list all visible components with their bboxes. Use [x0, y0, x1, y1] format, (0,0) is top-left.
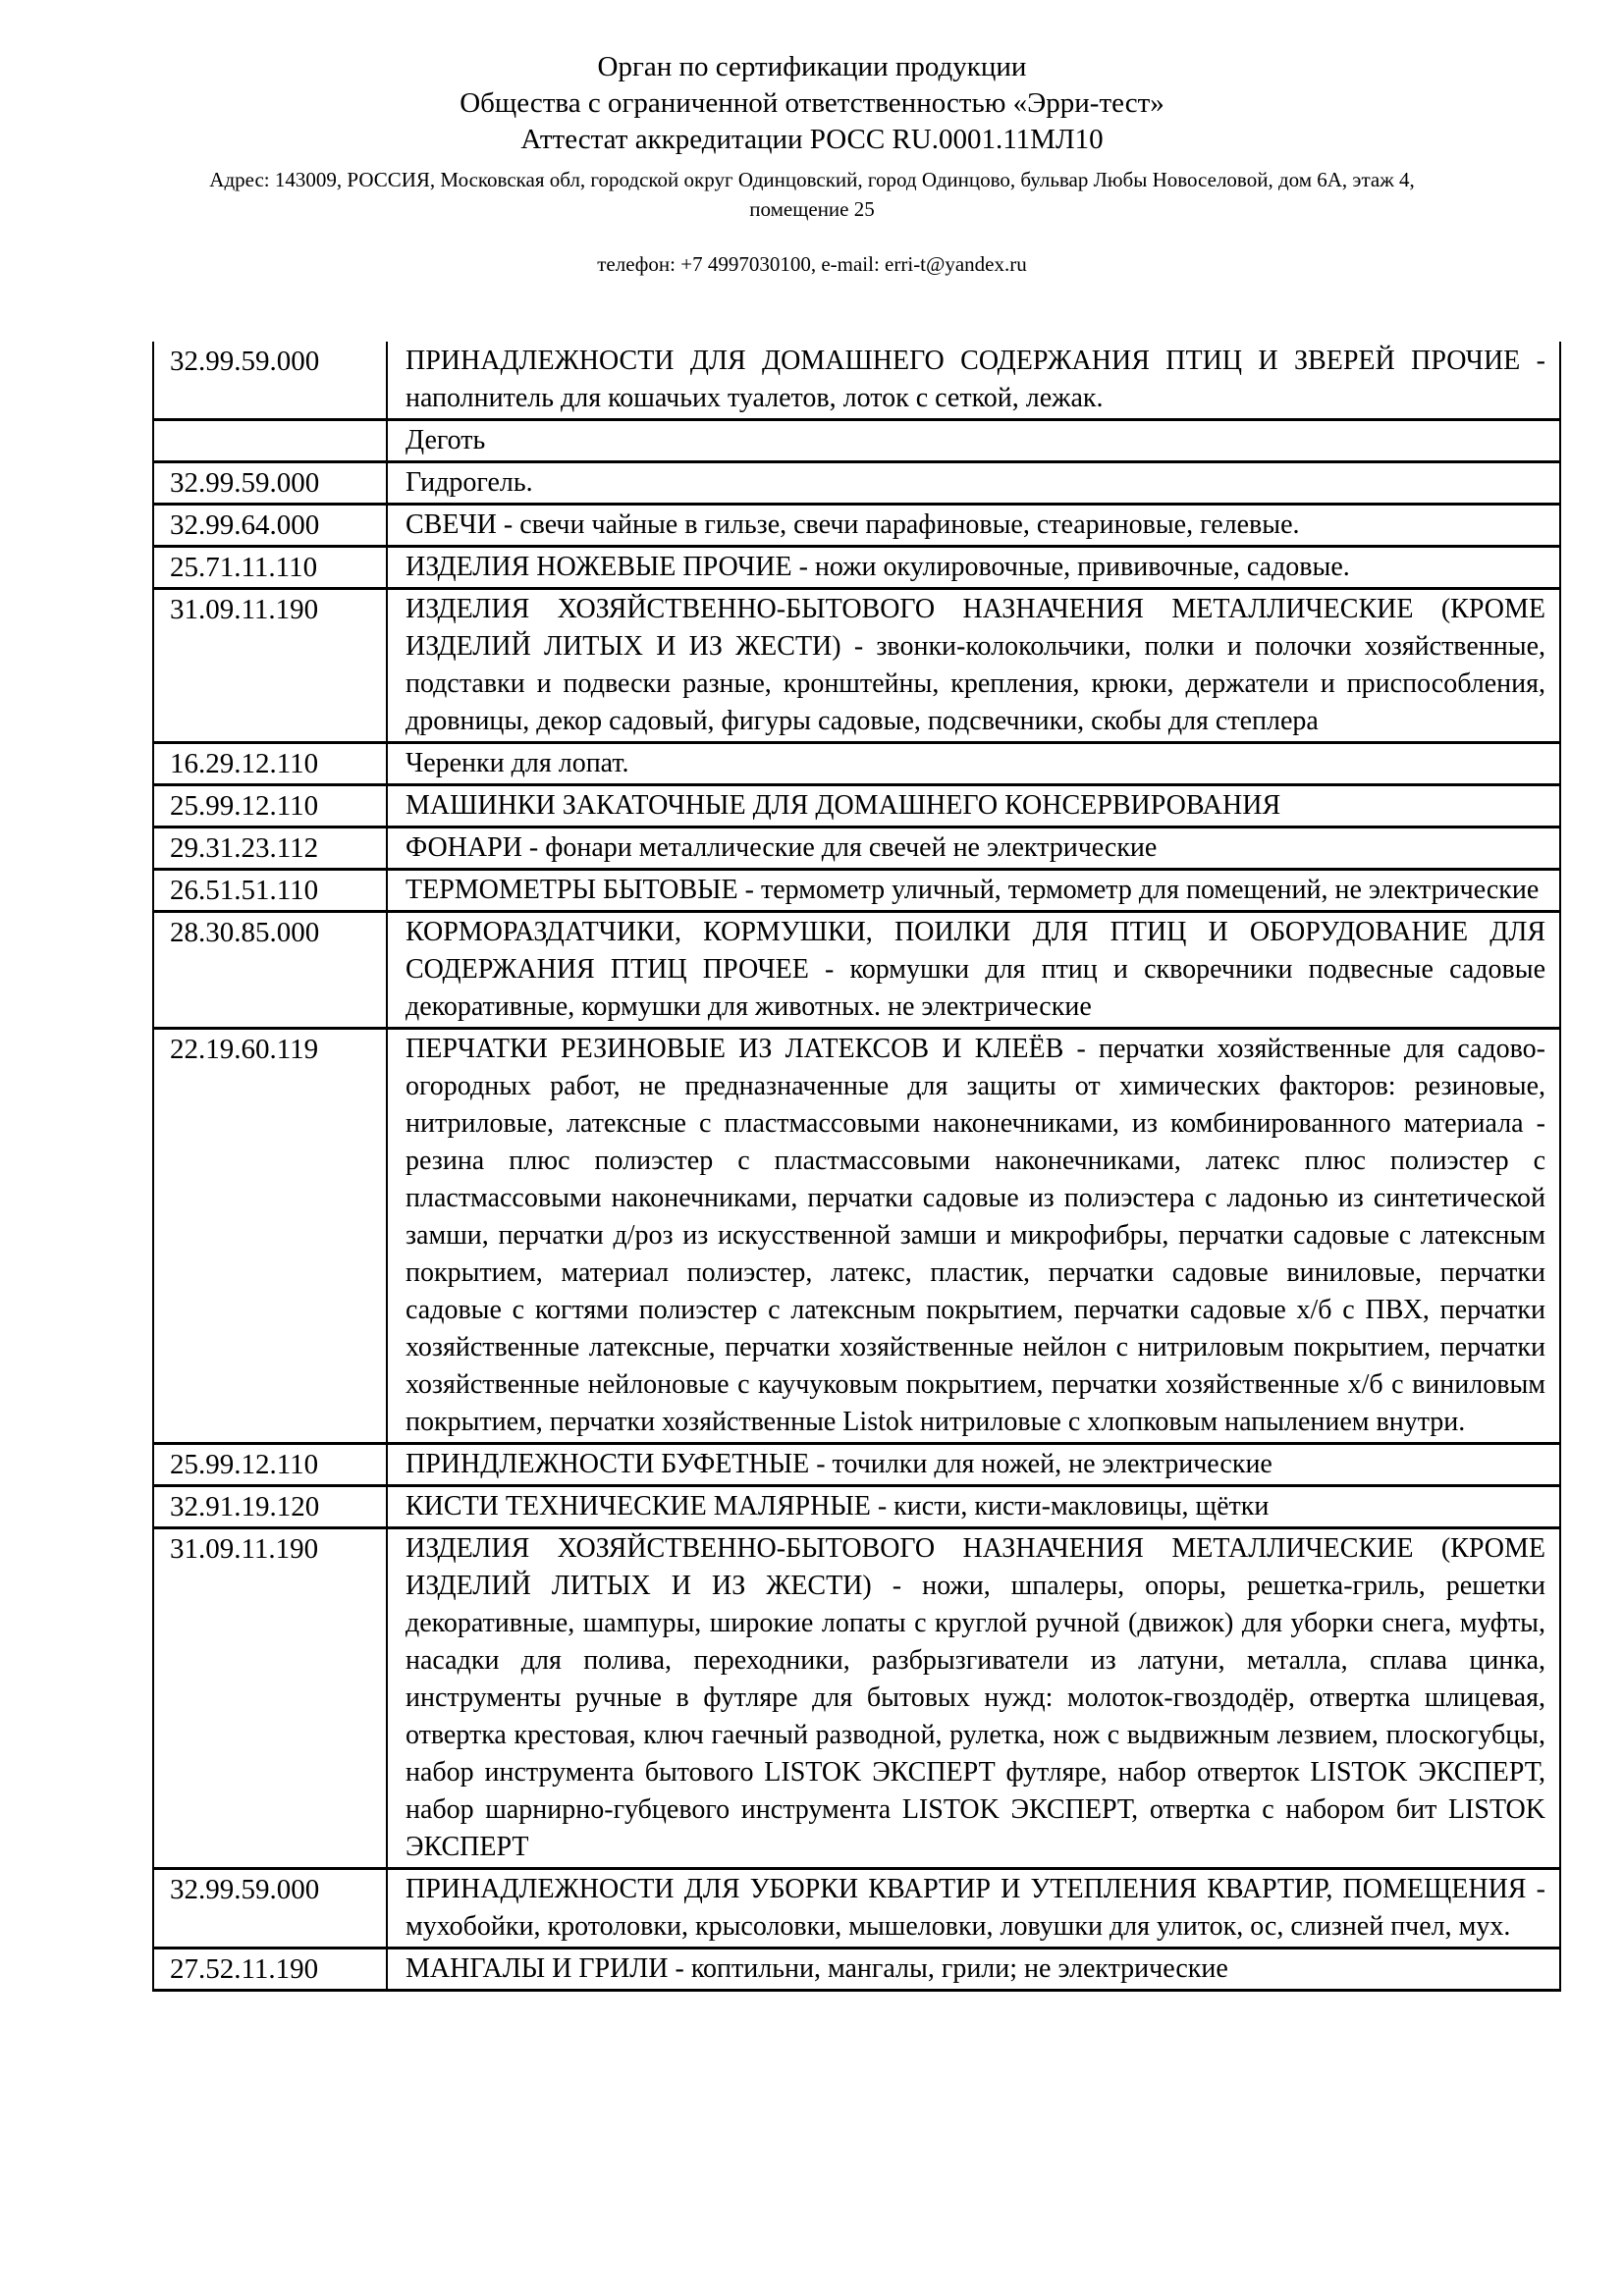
- category-caps: ПРИНДЛЕЖНОСТИ БУФЕТНЫЕ: [406, 1449, 810, 1479]
- category-caps: КОРМОРАЗДАТЧИКИ, КОРМУШКИ, ПОИЛКИ ДЛЯ ПТИЦ И ОБОРУДОВАНИЕ ДЛЯ СОДЕРЖАНИЯ ПТИЦ ПРОЧЕЕ: [406, 917, 1545, 985]
- category-caps: ИЗДЕЛИЯ НОЖЕВЫЕ ПРОЧИЕ: [406, 552, 792, 582]
- category-desc: точилки для ножей, не электрические: [832, 1449, 1272, 1479]
- category-desc: кормушки для птиц и скворечники подвесные садовые декоративные, кормушки для животных. не электрические: [406, 954, 1545, 1022]
- code-cell: 31.09.11.190: [153, 589, 387, 743]
- category-desc: ножи окулировочные, прививочные, садовые.: [814, 552, 1350, 582]
- table-row: [153, 462, 1560, 505]
- address-line-2: помещение 25: [749, 197, 875, 221]
- code-cell: 28.30.85.000: [153, 912, 387, 1029]
- address-line-1: Адрес: 143009, РОССИЯ, Московская обл, городской округ Одинцовский, город Одинцово, бульвар Любы Новоселовой, дом 6А, этаж 4,: [209, 168, 1415, 191]
- description-cell: [387, 589, 1560, 743]
- description-cell: [387, 828, 1560, 870]
- category-desc: звонки-колокольчики, полки и полочки хозяйственные, подставки и подвески разные, кронштейны, крепления, крюки, держатели и приспособления, дровницы, декор садовый, фигуры садовые, подсвечники, скобы для степлера: [406, 631, 1545, 736]
- table-row: [153, 743, 1560, 785]
- contact-line: телефон: +7 4997030100, e-mail: erri-t@yandex.ru: [597, 252, 1027, 276]
- separator: -: [737, 875, 761, 905]
- code-cell: 27.52.11.190: [153, 1949, 387, 1991]
- description-cell: [387, 420, 1560, 462]
- code-cell: 32.99.59.000: [153, 1869, 387, 1949]
- category-caps: ПЕРЧАТКИ РЕЗИНОВЫЕ ИЗ ЛАТЕКСОВ И КЛЕЁВ: [406, 1034, 1064, 1064]
- code-cell: 32.91.19.120: [153, 1486, 387, 1528]
- table-row: [153, 1486, 1560, 1528]
- table-row: [153, 420, 1560, 462]
- description-cell: [387, 547, 1560, 589]
- category-desc: мухобойки, кротоловки, крысоловки, мышеловки, ловушки для улиток, ос, слизней пчел, мух.: [406, 1911, 1511, 1942]
- category-desc: Гидрогель.: [406, 467, 533, 498]
- category-caps: ФОНАРИ: [406, 832, 522, 863]
- category-caps: ИЗДЕЛИЯ ХОЗЯЙСТВЕННО-БЫТОВОГО НАЗНАЧЕНИЯ МЕТАЛЛИЧЕСКИЕ (КРОМЕ ИЗДЕЛИЙ ЛИТЫХ И ИЗ ЖЕСТИ): [406, 1533, 1545, 1601]
- separator: -: [809, 1449, 833, 1479]
- category-caps: ПРИНАДЛЕЖНОСТИ ДЛЯ УБОРКИ КВАРТИР И УТЕПЛЕНИЯ КВАРТИР, ПОМЕЩЕНИЯ: [406, 1874, 1527, 1904]
- table-row: [153, 1949, 1560, 1991]
- category-desc: Деготь: [406, 425, 486, 455]
- category-desc: перчатки хозяйственные для садово-огородных работ, не предназначенные для защиты от химических факторов: резиновые, нитриловые, латексные с пластмассовыми наконечниками, из комбинированного материала - резина плюс полиэстер с пластмассовыми наконечниками, латекс плюс полиэстер с пластмассовыми наконечниками, перчатки садовые из полиэстера с ладонью из синтетической замши, перчатки д/роз из искусственной замши и микрофибры, перчатки садовые с латексным покрытием, материал полиэстер, латекс, пластик, перчатки садовые виниловые, перчатки садовые с когтями полиэстер с латексным покрытием, перчатки садовые х/б с ПВХ, перчатки хозяйственные латексные, перчатки хозяйственные нейлон с нитриловым покрытием, перчатки хозяйственные нейлоновые с каучуковым покрытием, перчатки хозяйственные х/б с виниловым покрытием, перчатки хозяйственные Listok нитриловые с хлопковым напылением внутри.: [406, 1034, 1545, 1437]
- table-row: [153, 1528, 1560, 1869]
- separator: -: [1520, 346, 1546, 376]
- category-caps: КИСТИ ТЕХНИЧЕСКИЕ МАЛЯРНЫЕ: [406, 1491, 871, 1522]
- description-cell: [387, 342, 1560, 420]
- category-desc: термометр уличный, термометр для помещений, не электрические: [760, 875, 1540, 905]
- separator: -: [1063, 1034, 1099, 1064]
- code-cell: 31.09.11.190: [153, 1528, 387, 1869]
- table-row: [153, 912, 1560, 1029]
- table-row: [153, 547, 1560, 589]
- description-cell: [387, 1029, 1560, 1444]
- description-cell: [387, 1444, 1560, 1486]
- code-cell: 25.71.11.110: [153, 547, 387, 589]
- description-cell: [387, 462, 1560, 505]
- description-cell: [387, 743, 1560, 785]
- category-caps: ТЕРМОМЕТРЫ БЫТОВЫЕ: [406, 875, 738, 905]
- description-cell: [387, 1486, 1560, 1528]
- code-cell: 26.51.51.110: [153, 870, 387, 912]
- category-caps: ИЗДЕЛИЯ ХОЗЯЙСТВЕННО-БЫТОВОГО НАЗНАЧЕНИЯ МЕТАЛЛИЧЕСКИЕ (КРОМЕ ИЗДЕЛИЙ ЛИТЫХ И ИЗ ЖЕСТИ): [406, 594, 1545, 662]
- category-caps: МАНГАЛЫ И ГРИЛИ: [406, 1953, 669, 1984]
- category-desc: свечи чайные в гильзе, свечи парафиновые, стеариновые, гелевые.: [519, 509, 1300, 540]
- category-desc: наполнитель для кошачьих туалетов, лоток с сеткой, лежак.: [406, 383, 1104, 413]
- description-cell: [387, 1869, 1560, 1949]
- description-cell: [387, 1528, 1560, 1869]
- table-row: [153, 828, 1560, 870]
- table-row: [153, 505, 1560, 547]
- separator: -: [870, 1491, 894, 1522]
- category-desc: Черенки для лопат.: [406, 748, 629, 778]
- org-title-line2: Общества с ограниченной ответственностью «Эрри-тест»: [460, 87, 1164, 119]
- accreditation-line: Аттестат аккредитации РОСС RU.0001.11МЛ10: [520, 124, 1104, 155]
- description-cell: [387, 1949, 1560, 1991]
- product-table: [152, 342, 1561, 1992]
- separator: -: [496, 509, 520, 540]
- table-row: [153, 589, 1560, 743]
- table-row: [153, 1869, 1560, 1949]
- separator: -: [791, 552, 815, 582]
- document-header: [0, 49, 1624, 279]
- code-cell: 16.29.12.110: [153, 743, 387, 785]
- code-cell: 32.99.64.000: [153, 505, 387, 547]
- table-row: [153, 1029, 1560, 1444]
- table-row: [153, 1444, 1560, 1486]
- code-cell: 22.19.60.119: [153, 1029, 387, 1444]
- separator: -: [871, 1571, 923, 1601]
- category-caps: СВЕЧИ: [406, 509, 497, 540]
- separator: -: [1526, 1874, 1545, 1904]
- category-caps: ПРИНАДЛЕЖНОСТИ ДЛЯ ДОМАШНЕГО СОДЕРЖАНИЯ ПТИЦ И ЗВЕРЕЙ ПРОЧИЕ: [406, 346, 1521, 376]
- code-cell: 25.99.12.110: [153, 785, 387, 828]
- code-cell: 25.99.12.110: [153, 1444, 387, 1486]
- description-cell: [387, 912, 1560, 1029]
- table-row: [153, 342, 1560, 420]
- description-cell: [387, 870, 1560, 912]
- separator: -: [840, 631, 877, 662]
- org-title-line1: Орган по сертификации продукции: [597, 51, 1027, 82]
- code-cell: 32.99.59.000: [153, 462, 387, 505]
- separator: -: [808, 954, 850, 985]
- separator: -: [668, 1953, 691, 1984]
- separator: -: [521, 832, 546, 863]
- category-desc: коптильни, мангалы, грили; не электрические: [690, 1953, 1228, 1984]
- code-cell: 32.99.59.000: [153, 342, 387, 420]
- product-table-body: [153, 342, 1560, 1991]
- code-cell: [153, 420, 387, 462]
- description-cell: [387, 785, 1560, 828]
- code-cell: 29.31.23.112: [153, 828, 387, 870]
- category-caps: МАШИНКИ ЗАКАТОЧНЫЕ ДЛЯ ДОМАШНЕГО КОНСЕРВИРОВАНИЯ: [406, 790, 1281, 821]
- category-desc: фонари металлические для свечей не электрические: [545, 832, 1158, 863]
- category-desc: ножи, шпалеры, опоры, решетка-гриль, решетки декоративные, шампуры, широкие лопаты с круглой ручной (движок) для уборки снега, муфты, насадки для полива, переходники, разбрызгиватели из латуни, металла, сплава цинка, инструменты ручные в футляре для бытовых нужд: молоток-гвоздодёр, отвертка шлицевая, отвертка крестовая, ключ гаечный разводной, рулетка, нож с выдвижным лезвием, плоскогубцы, набор инструмента бытового LISTOK ЭКСПЕРТ футляре, набор отверток LISTOK ЭКСПЕРТ, набор шарнирно-губцевого инструмента LISTOK ЭКСПЕРТ, отвертка с набором бит LISTOK ЭКСПЕРТ: [406, 1571, 1546, 1862]
- category-desc: кисти, кисти-макловицы, щётки: [893, 1491, 1270, 1522]
- table-row: [153, 870, 1560, 912]
- description-cell: [387, 505, 1560, 547]
- table-row: [153, 785, 1560, 828]
